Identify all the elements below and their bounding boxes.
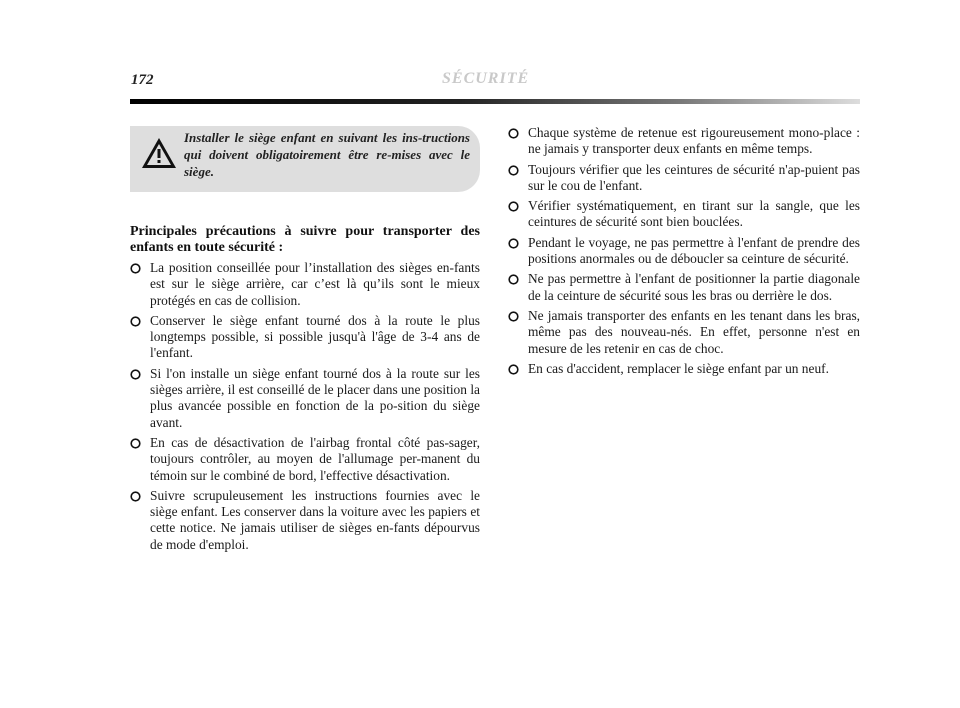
list-item bbox=[130, 313, 480, 362]
circle-bullet-icon bbox=[508, 311, 519, 322]
list-item bbox=[508, 308, 860, 357]
list-item-text: Ne jamais transporter des enfants en les tenant dans les bras, même pas des nouveau-nés. En effet, personne n'est en mesure de les retenir en cas de choc. bbox=[528, 307, 860, 356]
circle-bullet-icon bbox=[508, 274, 519, 285]
list-item bbox=[130, 435, 480, 484]
warning-triangle-icon bbox=[140, 136, 178, 170]
header-rule bbox=[130, 99, 860, 104]
list-item bbox=[508, 361, 860, 377]
section-heading: Principales précautions à suivre pour transporter des enfants en toute sécurité : bbox=[130, 224, 480, 255]
list-item bbox=[508, 125, 860, 158]
list-item bbox=[130, 488, 480, 553]
list-item-text: La position conseillée pour l’installation des sièges en-fants est sur le siège arrière, car c’est là qu’ils sont le mieux protégés en cas de collision. bbox=[150, 260, 480, 308]
circle-bullet-icon bbox=[508, 238, 519, 249]
list-item bbox=[508, 271, 860, 304]
circle-bullet-icon bbox=[130, 369, 141, 380]
list-item bbox=[130, 260, 480, 309]
list-item-text: En cas de désactivation de l'airbag frontal côté pas-sager, toujours contrôler, au moyen de l'allumage per-manent du témoin sur le combiné de bord, l'effective désactivation. bbox=[150, 434, 480, 483]
list-item-text: Conserver le siège enfant tourné dos à la route le plus longtemps possible, si possible jusqu'à l'âge de 3-4 ans de l'enfant. bbox=[150, 312, 480, 361]
list-item bbox=[508, 235, 860, 268]
circle-bullet-icon bbox=[508, 165, 519, 176]
page-title: SÉCURITÉ bbox=[442, 70, 530, 87]
circle-bullet-icon bbox=[508, 128, 519, 139]
list-item bbox=[130, 366, 480, 431]
left-column bbox=[130, 224, 480, 557]
page-number: 172 bbox=[131, 72, 154, 88]
circle-bullet-icon bbox=[508, 201, 519, 212]
circle-bullet-icon bbox=[130, 316, 141, 327]
right-bullet-list bbox=[508, 125, 860, 377]
list-item-text: Pendant le voyage, ne pas permettre à l'enfant de prendre des positions anormales ou de déboucler sa ceinture de sécurité. bbox=[528, 234, 860, 267]
list-item bbox=[508, 198, 860, 231]
warning-text: Installer le siège enfant en suivant les ins-tructions qui doivent obligatoirement être re-mises avec le siège. bbox=[184, 130, 470, 179]
list-item-text: En cas d'accident, remplacer le siège enfant par un neuf. bbox=[528, 360, 829, 376]
warning-box bbox=[130, 126, 480, 192]
list-item-text: Si l'on installe un siège enfant tourné dos à la route sur les sièges arrière, il est conseillé de le placer dans une position la plus avancée possible en fonction de la po-sition du siège avant. bbox=[150, 365, 480, 430]
circle-bullet-icon bbox=[130, 263, 141, 274]
list-item-text: Toujours vérifier que les ceintures de sécurité n'ap-puient pas sur le cou de l'enfant. bbox=[528, 161, 860, 193]
left-bullet-list bbox=[130, 260, 480, 553]
list-item-text: Vérifier systématiquement, en tirant sur la sangle, que les ceintures de sécurité sont bien bouclées. bbox=[528, 198, 860, 230]
circle-bullet-icon bbox=[130, 438, 141, 449]
circle-bullet-icon bbox=[508, 364, 519, 375]
list-item-text: Suivre scrupuleusement les instructions fournies avec le siège enfant. Les conserver dans la voiture avec les papiers et cette notice. Ne jamais utiliser de sièges en-fants dépourvus de mode d'emploi. bbox=[150, 487, 480, 552]
list-item-text: Ne pas permettre à l'enfant de positionner la partie diagonale de la ceinture de sécurité sous les bras ou derrière le dos. bbox=[528, 271, 860, 303]
list-item-text: Chaque système de retenue est rigoureusement mono-place : ne jamais y transporter deux enfants en même temps. bbox=[528, 125, 860, 157]
circle-bullet-icon bbox=[130, 491, 141, 502]
list-item bbox=[508, 162, 860, 195]
right-column bbox=[508, 125, 860, 381]
